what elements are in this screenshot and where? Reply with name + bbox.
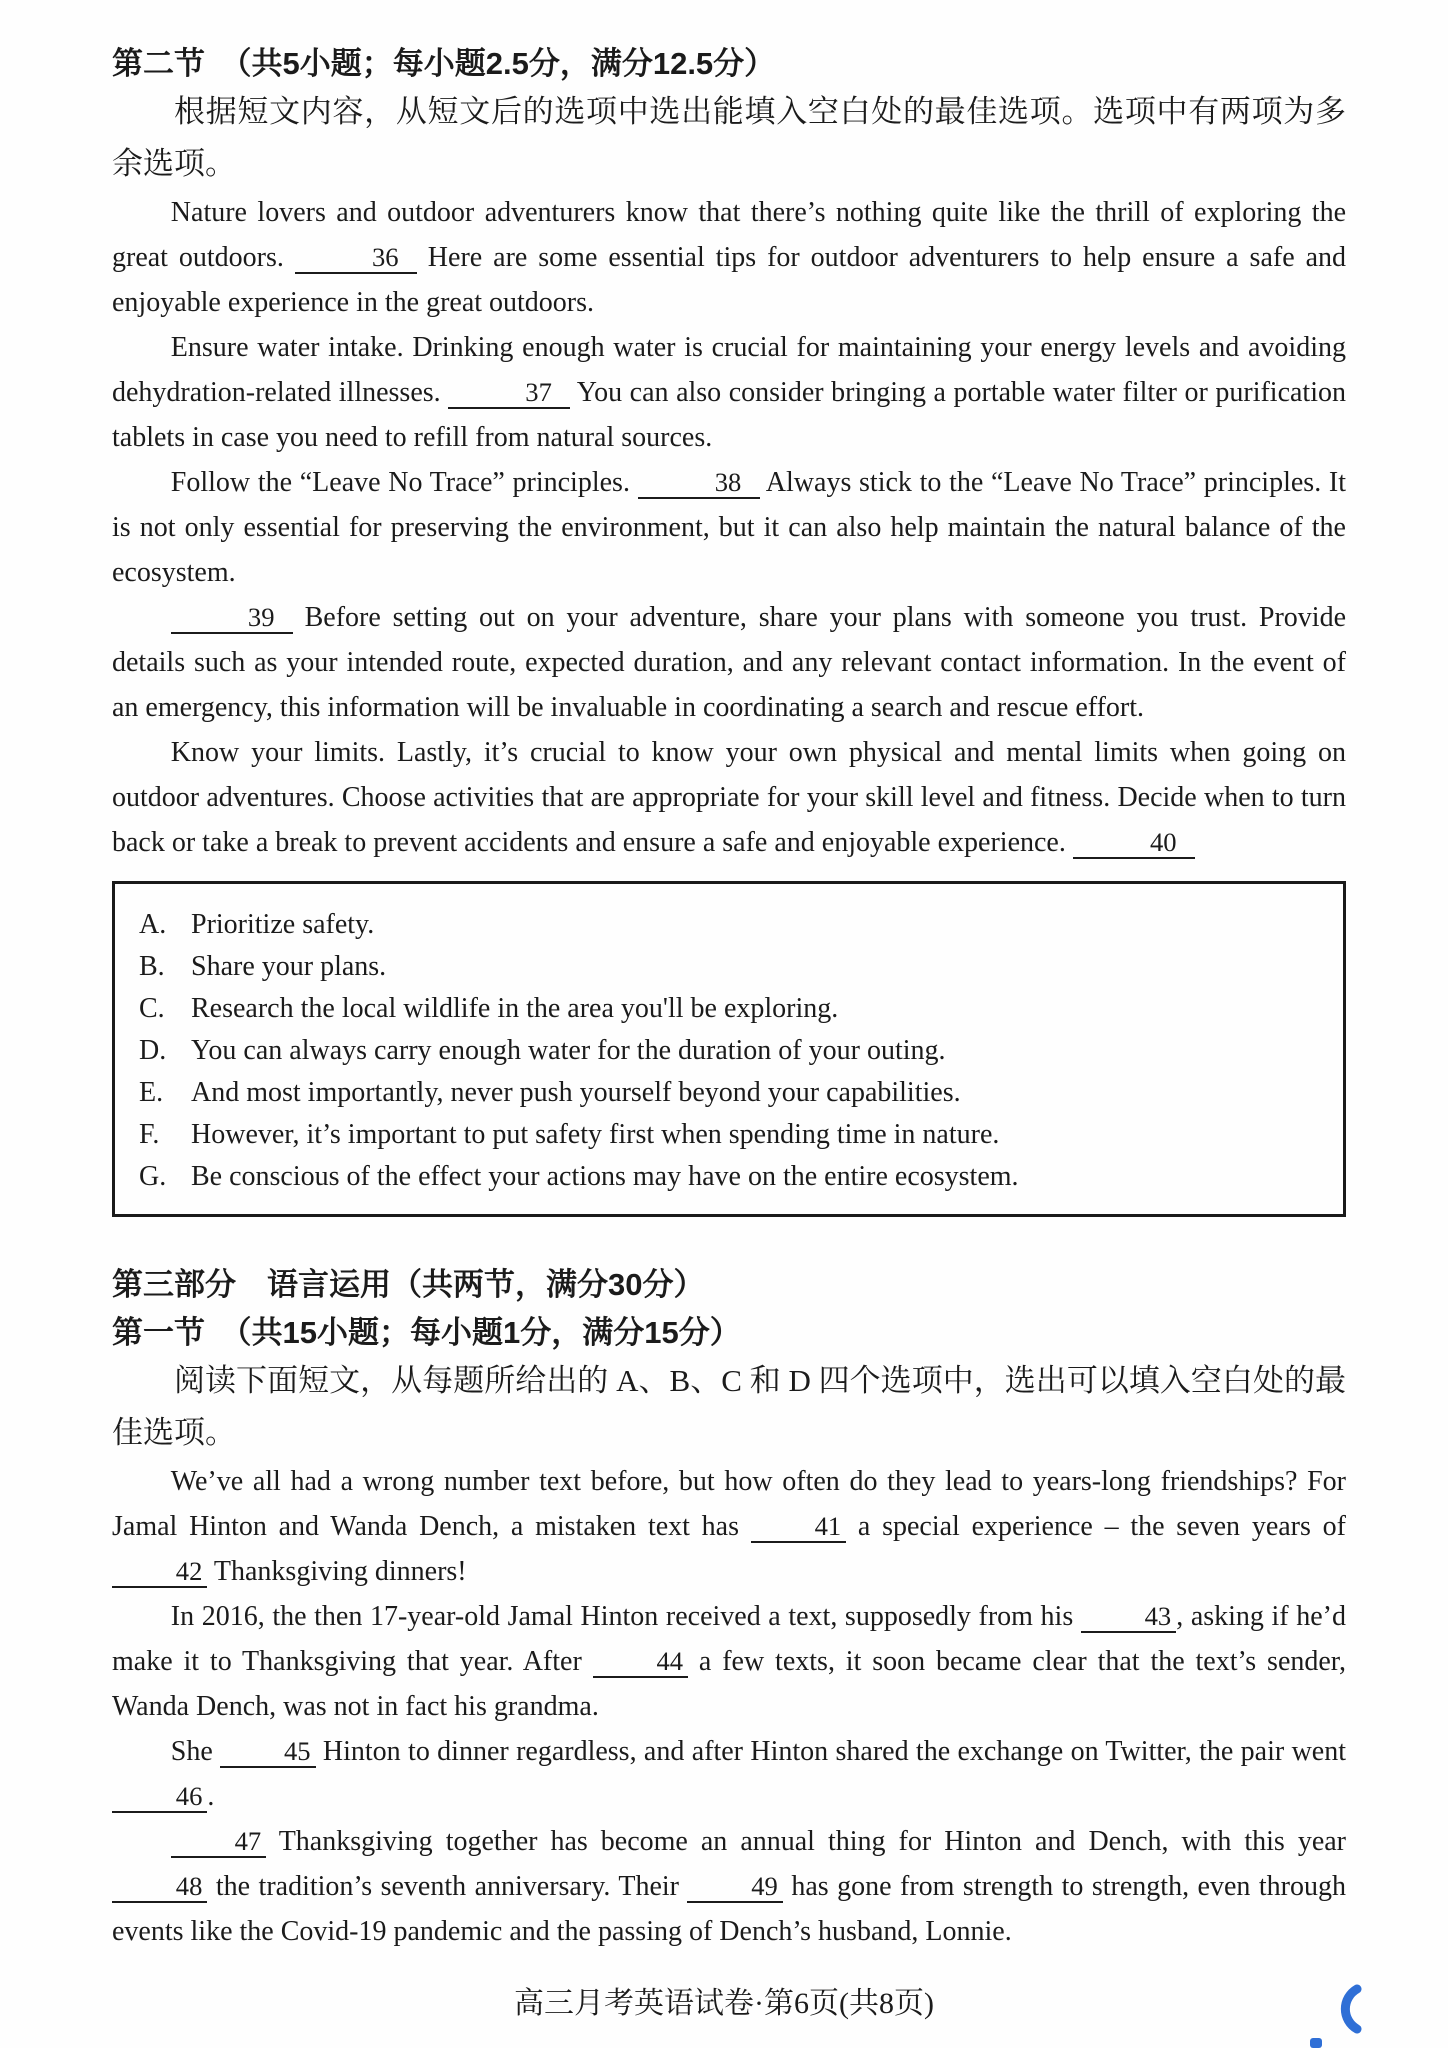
option-row [139, 904, 1325, 946]
blank-48: 48 [112, 1873, 207, 1903]
passage-paragraph: She 45 Hinton to dinner regardless, and after Hinton shared the exchange on Twitter, the pair went 46 . [112, 1729, 1346, 1819]
option-label: G. [139, 1161, 167, 1192]
options-box [112, 881, 1346, 1217]
blue-crescent-mark [1326, 1983, 1366, 2040]
part3-heading: 第三部分 语言运用（共两节，满分30分） [112, 1267, 705, 1302]
section2-heading: 第二节 （共5小题；每小题2.5分，满分12.5分） [112, 46, 776, 81]
option-row [139, 1072, 1325, 1114]
blank-41: 41 [751, 1513, 846, 1543]
option-text: Research the local wildlife in the area you'll be exploring. [191, 993, 839, 1024]
blank-42: 42 [112, 1558, 207, 1588]
part3-section1-heading: 第一节 （共15小题；每小题1分，满分15分） [112, 1315, 741, 1350]
blank-36: 36 [295, 244, 417, 274]
passage-paragraph: Nature lovers and outdoor adventurers know that there’s nothing quite like the thrill of exploring the great outdoors. 36 Here are some essential tips for outdoor adventurers to help ensure a safe and enjoyable experience in the great outdoors. [112, 197, 1346, 318]
blank-45: 45 [220, 1738, 315, 1768]
blank-37: 37 [448, 379, 570, 409]
option-label: D. [139, 1035, 167, 1066]
section-divider-space [112, 1217, 1346, 1263]
section2-passage [112, 190, 1346, 865]
passage-paragraph: Ensure water intake. Drinking enough water is crucial for maintaining your energy levels and avoiding dehydration-related illnesses. 37 You can also consider bringing a portable water filter or purification tablets in case you need to refill from natural sources. [112, 332, 1346, 453]
blank-47: 47 [171, 1828, 266, 1858]
option-label: A. [139, 909, 167, 940]
option-label: F. [139, 1119, 160, 1150]
part3-instructions: 阅读下面短文，从每题所给出的 A、B、C 和 D 四个选项中，选出可以填入空白处的最佳选项。 [112, 1363, 1346, 1450]
passage-paragraph: 47 Thanksgiving together has become an annual thing for Hinton and Dench, with this year 48 the tradition’s seventh anniversary. Their 49 has gone from strength to strength, even through events like the Covid-19 pandemic and the passing of Dench’s husband, Lonnie. [112, 1826, 1346, 1947]
blank-39: 39 [171, 604, 293, 634]
passage-paragraph: 39 Before setting out on your adventure, share your plans with someone you trust. Provide details such as your intended route, expected duration, and any relevant contact information. In the event of an emergency, this information will be invaluable in coordinating a search and rescue effort. [112, 602, 1346, 723]
blank-49: 49 [687, 1873, 782, 1903]
option-row [139, 1030, 1325, 1072]
blank-43: 43 [1081, 1603, 1176, 1633]
option-row [139, 1156, 1325, 1198]
option-row [139, 988, 1325, 1030]
option-text: And most importantly, never push yourself beyond your capabilities. [191, 1077, 961, 1108]
option-label: E. [139, 1077, 164, 1108]
blue-speck-mark [1310, 2038, 1322, 2048]
section2-instructions: 根据短文内容，从短文后的选项中选出能填入空白处的最佳选项。选项中有两项为多余选项。 [112, 94, 1346, 181]
option-label: C. [139, 993, 165, 1024]
passage-paragraph: We’ve all had a wrong number text before, but how often do they lead to years-long friendships? For Jamal Hinton and Wanda Dench, a mistaken text has 41 a special experience – the seven years of 42 Thanksgiving dinners! [112, 1466, 1346, 1587]
option-row [139, 946, 1325, 988]
passage-paragraph: In 2016, the then 17-year-old Jamal Hinton received a text, supposedly from his 43 , asking if he’d make it to Thanksgiving that year. After 44 a few texts, it soon became clear that the text’s sender, Wanda Dench, was not in fact his grandma. [112, 1601, 1346, 1722]
option-text: Prioritize safety. [191, 909, 375, 940]
page-content [112, 42, 1346, 1954]
option-text: You can always carry enough water for the duration of your outing. [191, 1035, 946, 1066]
option-text: Be conscious of the effect your actions may have on the entire ecosystem. [191, 1161, 1019, 1192]
option-text: However, it’s important to put safety first when spending time in nature. [191, 1119, 1000, 1150]
page-footer: 高三月考英语试卷·第6页(共8页) [514, 1987, 934, 2020]
option-text: Share your plans. [191, 951, 387, 982]
option-label: B. [139, 951, 165, 982]
blank-40: 40 [1073, 829, 1195, 859]
passage-paragraph: Follow the “Leave No Trace” principles. 38 Always stick to the “Leave No Trace” principles. It is not only essential for preserving the environment, but it can also help maintain the natural balance of the ecosystem. [112, 467, 1346, 588]
passage-paragraph: Know your limits. Lastly, it’s crucial to know your own physical and mental limits when going on outdoor adventures. Choose activities that are appropriate for your skill level and fitness. Decide when to turn back or take a break to prevent accidents and ensure a safe and enjoyable experience. 40 [112, 737, 1346, 858]
blank-46: 46 [112, 1783, 207, 1813]
blank-38: 38 [638, 469, 760, 499]
blank-44: 44 [593, 1648, 688, 1678]
option-row [139, 1114, 1325, 1156]
part3-passage [112, 1459, 1346, 1954]
